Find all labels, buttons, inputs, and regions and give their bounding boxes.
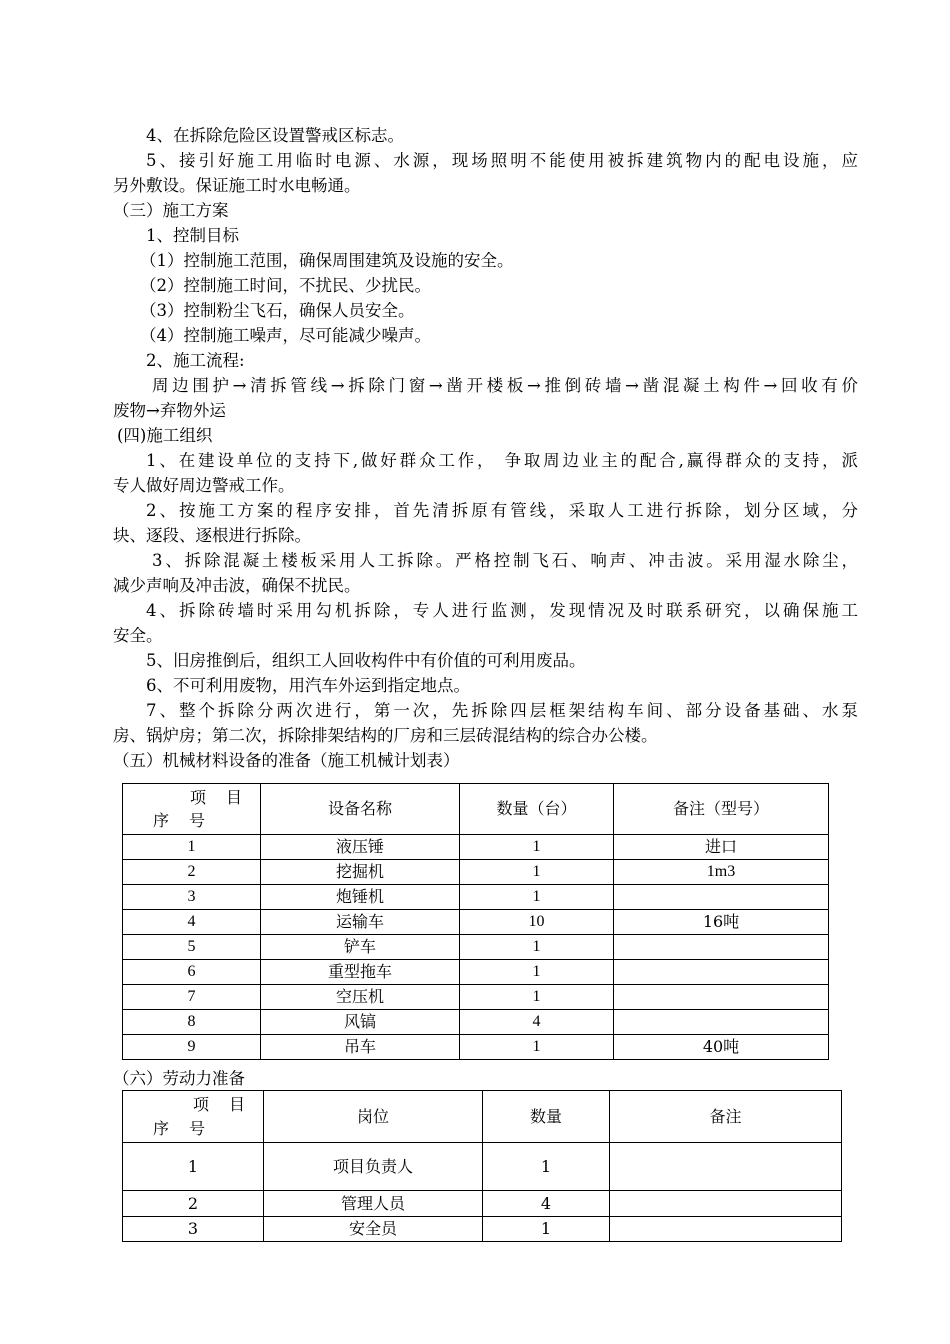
cell-index: 7	[123, 985, 261, 1010]
control-item-4: （4）控制施工噪声，尽可能减少噪声。	[140, 326, 431, 345]
cell-index: 4	[123, 910, 261, 935]
table-row	[123, 1217, 842, 1242]
cell-name: 空压机	[261, 985, 460, 1010]
cell-remark	[610, 1143, 842, 1191]
equipment-table-header	[123, 784, 829, 835]
cell-index: 3	[123, 885, 261, 910]
labor-header-item: 项 目	[192, 1095, 247, 1114]
paragraph-4: 4、在拆除危险区设置警戒区标志。	[146, 126, 404, 145]
cell-name: 风镐	[261, 1010, 460, 1035]
section-5-heading: （五）机械材料设备的准备（施工机械计划表）	[113, 751, 460, 770]
org-item-6: 6、不可利用废物，用汽车外运到指定地点。	[146, 676, 470, 695]
cell-post: 项目负责人	[264, 1143, 483, 1191]
cell-remark	[614, 960, 829, 985]
cell-remark	[614, 935, 829, 960]
section-4-heading: (四)施工组织	[117, 426, 213, 445]
cell-post: 安全员	[264, 1217, 483, 1242]
table-row	[123, 960, 829, 985]
cell-index: 9	[123, 1035, 261, 1060]
section-6-heading: （六）劳动力准备	[113, 1069, 245, 1088]
org-item-3-line1: 3、拆除混凝土楼板采用人工拆除。严格控制飞石、响声、冲击波。采用湿水除尘，	[152, 551, 858, 570]
cell-remark	[610, 1191, 842, 1217]
cell-qty: 1	[460, 860, 614, 885]
org-item-2-line2: 块、逐段、逐根进行拆除。	[113, 526, 311, 545]
cell-qty: 1	[483, 1143, 610, 1191]
cell-index: 2	[123, 1191, 264, 1217]
table-row	[123, 1010, 829, 1035]
control-item-3: （3）控制粉尘飞石，确保人员安全。	[140, 301, 415, 320]
cell-index: 1	[123, 1143, 264, 1191]
cell-name: 重型拖车	[261, 960, 460, 985]
cell-qty: 1	[460, 935, 614, 960]
labor-header-index	[123, 1091, 264, 1143]
org-item-5: 5、旧房推倒后，组织工人回收构件中有价值的可利用废品。	[146, 651, 586, 670]
paragraph-5-line1: 5、接引好施工用临时电源、水源，现场照明不能使用被拆建筑物内的配电设施，应	[146, 151, 858, 170]
equipment-header-index	[123, 784, 261, 835]
labor-header-no: 序 号	[153, 1119, 208, 1138]
cell-name: 液压锤	[261, 835, 460, 860]
control-item-1: （1）控制施工范围，确保周围建筑及设施的安全。	[140, 251, 514, 270]
section-3-heading: （三）施工方案	[113, 201, 229, 220]
cell-remark	[610, 1217, 842, 1242]
table-row	[123, 835, 829, 860]
control-target-heading: 1、控制目标	[146, 226, 239, 245]
cell-qty: 1	[460, 835, 614, 860]
cell-qty: 10	[460, 910, 614, 935]
table-row	[123, 910, 829, 935]
cell-qty: 1	[460, 985, 614, 1010]
control-item-2: （2）控制施工时间，不扰民、少扰民。	[140, 276, 431, 295]
cell-remark: 进口	[614, 835, 829, 860]
org-item-4-line2: 安全。	[113, 626, 163, 645]
cell-name: 运输车	[261, 910, 460, 935]
cell-index: 6	[123, 960, 261, 985]
labor-table	[122, 1090, 842, 1242]
org-item-2-line1: 2、按施工方案的程序安排，首先清拆原有管线，采取人工进行拆除，划分区域，分	[146, 501, 858, 520]
org-item-7-line1: 7、整个拆除分两次进行，第一次，先拆除四层框架结构车间、部分设备基础、水泵	[146, 701, 858, 720]
cell-remark: 1m3	[614, 860, 829, 885]
equipment-header-name: 设备名称	[261, 784, 460, 835]
equipment-header-remark: 备注（型号）	[614, 784, 829, 835]
table-row	[123, 1143, 842, 1191]
org-item-3-line2: 减少声响及冲击波，确保不扰民。	[113, 576, 361, 595]
cell-name: 吊车	[261, 1035, 460, 1060]
equipment-header-item: 项 目	[189, 788, 244, 807]
cell-index: 1	[123, 835, 261, 860]
equipment-header-no: 序 号	[153, 811, 208, 830]
cell-remark: 40吨	[614, 1035, 829, 1060]
cell-name: 铲车	[261, 935, 460, 960]
org-item-1-line2: 专人做好周边警戒工作。	[113, 476, 295, 495]
cell-qty: 4	[460, 1010, 614, 1035]
cell-qty: 4	[483, 1191, 610, 1217]
labor-header-remark: 备注	[610, 1091, 842, 1143]
paragraph-5-line2: 另外敷设。保证施工时水电畅通。	[113, 176, 361, 195]
cell-remark	[614, 885, 829, 910]
cell-remark	[614, 985, 829, 1010]
table-row	[123, 885, 829, 910]
labor-header-qty: 数量	[483, 1091, 610, 1143]
org-item-4-line1: 4、拆除砖墙时采用勾机拆除，专人进行监测，发现情况及时联系研究，以确保施工	[146, 601, 858, 620]
table-row	[123, 935, 829, 960]
construction-flow-line1: 周边围护→清拆管线→拆除门窗→凿开楼板→推倒砖墙→凿混凝土构件→回收有价	[152, 376, 858, 395]
cell-remark: 16吨	[614, 910, 829, 935]
cell-index: 3	[123, 1217, 264, 1242]
cell-index: 8	[123, 1010, 261, 1035]
equipment-header-qty: 数量（台）	[460, 784, 614, 835]
cell-qty: 1	[460, 885, 614, 910]
equipment-table	[122, 783, 829, 1060]
table-row	[123, 1035, 829, 1060]
table-row	[123, 1191, 842, 1217]
table-row	[123, 985, 829, 1010]
org-item-7-line2: 房、锅炉房；第二次，拆除排架结构的厂房和三层砖混结构的综合办公楼。	[113, 726, 658, 745]
cell-index: 5	[123, 935, 261, 960]
labor-header-post: 岗位	[264, 1091, 483, 1143]
table-row	[123, 860, 829, 885]
cell-name: 挖掘机	[261, 860, 460, 885]
cell-qty: 1	[483, 1217, 610, 1242]
org-item-1-line1: 1、在建设单位的支持下,做好群众工作， 争取周边业主的配合,赢得群众的支持，派	[146, 451, 858, 470]
cell-post: 管理人员	[264, 1191, 483, 1217]
cell-remark	[614, 1010, 829, 1035]
labor-table-header	[123, 1091, 842, 1143]
cell-qty: 1	[460, 1035, 614, 1060]
cell-qty: 1	[460, 960, 614, 985]
construction-flow-line2: 废物→弃物外运	[113, 401, 226, 420]
construction-flow-heading: 2、施工流程:	[146, 351, 245, 370]
cell-name: 炮锤机	[261, 885, 460, 910]
cell-index: 2	[123, 860, 261, 885]
